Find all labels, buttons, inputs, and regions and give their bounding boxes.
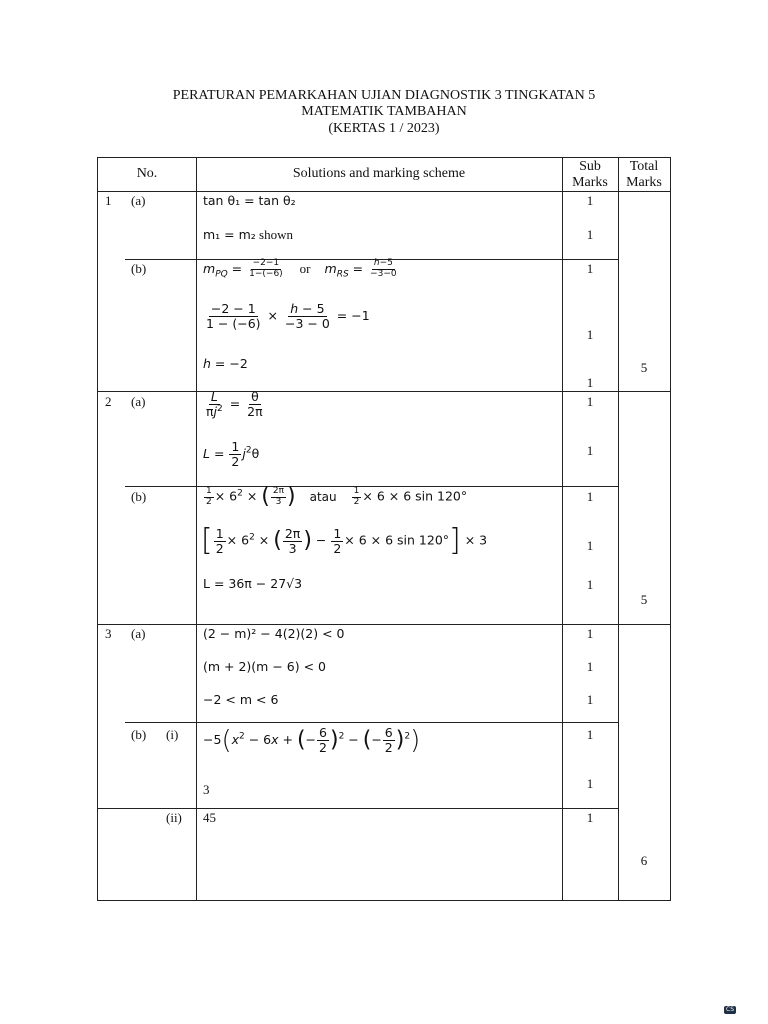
question-number-2: 2 [105, 394, 112, 409]
sub-mark: 1 [586, 394, 594, 409]
sub-mark: 1 [586, 261, 594, 276]
solution-3bii-answer: 45 [203, 810, 216, 825]
question-number-3: 3 [105, 626, 112, 641]
sub-mark: 1 [586, 327, 594, 342]
sub-mark: 1 [586, 538, 594, 553]
question-number-1: 1 [105, 193, 112, 208]
solution-3a-line1: (2 − m)² − 4(2)(2) < 0 [203, 626, 345, 641]
sub-mark: 1 [586, 659, 594, 674]
solution-3a-line3: −2 < m < 6 [203, 692, 279, 707]
sub-mark: 1 [586, 443, 594, 458]
solution-1b-answer: h = −2 [203, 356, 248, 371]
total-mark-q1: 5 [640, 360, 648, 375]
header-solutions: Solutions and marking scheme [292, 166, 466, 181]
part-label-2a: (a) [131, 394, 146, 409]
solution-2b-answer: L = 36π − 27√3 [203, 576, 303, 591]
sub-mark: 1 [586, 489, 594, 504]
solution-1a-line1: tan θ₁ = tan θ₂ [203, 193, 296, 208]
solution-1a-line2: m₁ = m₂ shown [203, 227, 293, 242]
total-mark-q2: 5 [640, 592, 648, 607]
solution-3a-line2: (m + 2)(m − 6) < 0 [203, 659, 326, 674]
sub-mark: 1 [586, 776, 594, 791]
scanner-logo-icon: CS [726, 1006, 734, 1013]
sub-mark: 1 [586, 577, 594, 592]
part-label-3bii: (ii) [166, 810, 182, 825]
header-total-marks-2: Marks [626, 175, 662, 190]
sub-mark: 1 [586, 727, 594, 742]
part-label-3b: (b) [131, 727, 147, 742]
paper-title: (KERTAS 1 / 2023) [328, 121, 440, 136]
part-label-3bi: (i) [166, 727, 179, 742]
header-total-marks-1: Total [629, 159, 659, 174]
sub-mark: 1 [586, 626, 594, 641]
sub-mark: 1 [586, 227, 594, 242]
header-sub-marks-2: Marks [572, 175, 608, 190]
part-label-1a: (a) [131, 193, 146, 208]
solution-1b-gradients: $m_{PQ}$ = $\frac{-2-1}{1-(-6)}$ or $m_{RS}$ = $\frac{h-5}{-3-0}$ [203, 258, 397, 280]
sub-mark: 1 [586, 193, 594, 208]
sub-mark: 1 [586, 375, 594, 390]
document-title: PERATURAN PEMARKAHAN UJIAN DIAGNOSTIK 3 TINGKATAN 5 [172, 88, 596, 103]
sub-mark: 1 [586, 692, 594, 707]
subject-title: MATEMATIK TAMBAHAN [301, 104, 467, 119]
solution-3bi-answer: 3 [203, 782, 210, 797]
header-sub-marks-1: Sub [579, 159, 601, 174]
sub-mark: 1 [586, 810, 594, 825]
part-label-3a: (a) [131, 626, 146, 641]
solution-1b-perpendicular: $\frac{-2 - 1}{1 - (-6)}$ × $\frac{h - 5}{-3 - 0}$ = −1 [206, 301, 370, 331]
header-no: No. [136, 166, 158, 181]
solution-2a-line1: $\frac{L}{\pi j^2}$ = $\frac{\theta}{2\pi}$ [206, 389, 263, 419]
total-mark-q3: 6 [640, 853, 648, 868]
solution-2b-segment: [ $\frac{1}{2}$ × $6^2$ × ( $\frac{2\pi}{3}$ ) − $\frac{1}{2}$ × 6 × 6 sin 120°] × 3 [201, 523, 488, 558]
solution-3bi-completing-square: $-5(x^2 - 6x$ + (− $\frac{6}{2}$ )$^2$ − (− $\frac{6}{2}$ )$^2$) [203, 725, 421, 756]
solution-2b-area-sector: $\frac{1}{2}$ × $6^2$ × ( $\frac{2\pi}{3}$ ) atau $\frac{1}{2}$ × 6 × 6 sin 120° [206, 484, 468, 509]
part-label-2b: (b) [131, 489, 147, 504]
solution-2a-line2: L = $\frac{1}{2}$ $j^2\theta$ [203, 439, 260, 469]
part-label-1b: (b) [131, 261, 147, 276]
